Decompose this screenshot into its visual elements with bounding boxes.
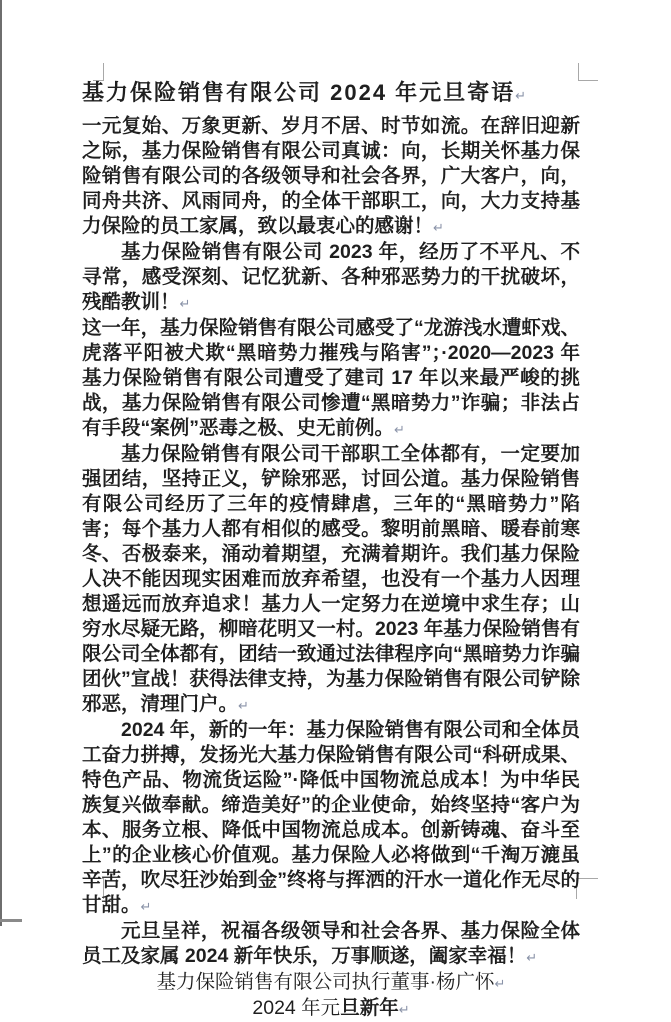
return-mark-icon: ↵ [526, 950, 538, 965]
return-mark-icon: ↵ [515, 88, 527, 103]
return-mark-icon: ↵ [179, 296, 191, 311]
signature-line [82, 970, 580, 996]
document-text-area[interactable] [82, 78, 580, 1022]
return-mark-icon: ↵ [494, 976, 506, 991]
paragraph-2024-outlook [82, 718, 580, 919]
paragraph-text: 基力保险销售有限公司干部职工全体都有，一定要加强团结，坚持正义，铲除邪恶，讨回公道。基力保险销售有限公司经历了三年的疫情肆虐，三年的“黑暗势力”陷害；每个基力人都有相似的感受。黎明前黑暗、暖春前寒冬、否极泰来，涌动着期望，充满着期许。我们基力保险人决不能因现实困难而放弃希望，也没有一个基力人因理想遥远而放弃追求！基力人一定努力在逆境中求生存；山穷水尽疑无路，柳暗花明又一村。2023 年基力保险销售有限公司全体都有，团结一致通过法律程序向“黑暗势力诈骗团伙”宣战！获得法律支持，为基力保险销售有限公司铲除邪恶，清理门户。 [82, 443, 580, 715]
paragraph-2023-review [82, 240, 580, 316]
signature-text: 基力保险销售有限公司执行董事·杨广怀 [156, 971, 495, 993]
window-left-edge [0, 0, 2, 926]
paragraph-greeting [82, 114, 580, 240]
paragraph-text: 这一年，基力保险销售有限公司感受了“龙游浅水遭虾戏、虎落平阳被犬欺“黑暗势力摧残与陷害”；·2020—2023 年基力保险销售有限公司遭受了建司 17 年以来最严峻的挑战，基力保险销售有限公司惨遭“黑暗势力”诈骗；非法占有手段“案例”恶毒之极、史无前例。 [82, 317, 580, 439]
paragraph-text: 2024 年，新的一年：基力保险销售有限公司和全体员工奋力拼搏，发扬光大基力保险销售有限公司“科研成果、特色产品、物流货运险”·降低中国物流总成本！为中华民族复兴做奉献。缔造美好”的企业使命，始终坚持“客户为本、服务立根、降低中国物流总成本。创新铸魂、奋斗至上”的企业核心价值观。基力保险人必将做到“千淘万漉虽辛苦，吹尽狂沙始到金”终将与挥洒的汗水一道化作无尽的甘甜。 [82, 719, 580, 916]
scrollbar-fragment [0, 919, 22, 922]
return-mark-icon: ↵ [398, 1002, 410, 1017]
paragraph-text: 一元复始、万象更新、岁月不居、时节如流。在辞旧迎新之际，基力保险销售有限公司真诚：向，长期关怀基力保险销售有限公司的各级领导和社会各界，广大客户，向，同舟共济、风雨同舟，的全体干部职工，向，大力支持基力保险的员工家属，致以最衷心的感谢！ [82, 115, 580, 237]
date-line-bold: 旦新年 [340, 997, 399, 1019]
paragraph-staff-unity [82, 442, 580, 718]
date-line [82, 996, 580, 1022]
document-title [82, 78, 580, 111]
document-title-text: 基力保险销售有限公司 2024 年元旦寄语 [82, 80, 516, 105]
paragraph-this-year [82, 316, 580, 442]
return-mark-icon: ↵ [238, 698, 249, 713]
date-line-regular: 2024 年元 [252, 997, 341, 1019]
paragraph-text: 元旦呈祥，祝福各级领导和社会各界、基力保险全体员工及家属 2024 新年快乐，万事顺遂，阖家幸福！ [82, 920, 580, 967]
crop-mark-top-right [578, 63, 598, 81]
return-mark-icon: ↵ [140, 899, 152, 914]
return-mark-icon: ↵ [433, 220, 444, 235]
return-mark-icon: ↵ [394, 422, 405, 437]
paragraph-text: 基力保险销售有限公司 2023 年，经历了不平凡、不寻常，感受深刻、记忆犹新、各种邪恶势力的干扰破坏，残酷教训！ [82, 241, 580, 313]
paragraph-blessing [82, 919, 580, 970]
